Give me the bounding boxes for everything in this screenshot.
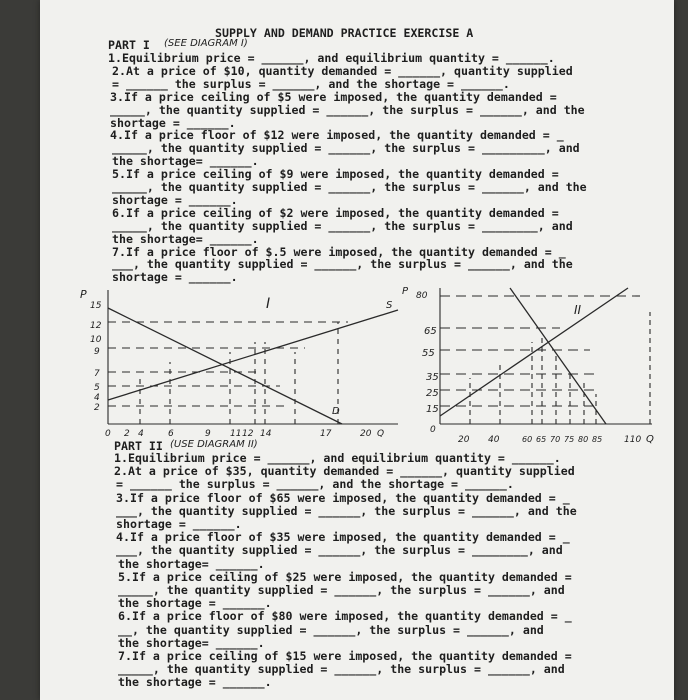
- x-tick: 75: [564, 435, 575, 444]
- x-tick: 14: [260, 429, 272, 439]
- x-tick: 9: [205, 429, 211, 439]
- diagram-1-d-label: D: [332, 406, 340, 417]
- question-line: 7.If a price floor of $.5 were imposed, the quantity demanded = _: [112, 244, 566, 259]
- question-line: 6.If a price ceiling of $2 were imposed, the quantity demanded =: [112, 205, 559, 220]
- question-line: 4.If a price floor of $12 were imposed, the quantity demanded = _: [110, 128, 564, 143]
- question-line: _____, the quantity supplied = ______, the surplus = ______, and the: [112, 180, 587, 194]
- diagram-2-demand-curve: [510, 288, 606, 424]
- diagram-2: [360, 282, 660, 448]
- question-line: = ______ the surplus = ______, and the shortage = ______.: [116, 477, 514, 492]
- diagram-2-label: II: [574, 303, 582, 317]
- question-line: shortage = ______.: [112, 192, 238, 207]
- question-line: shortage = ______.: [112, 270, 238, 285]
- x-tick: 17: [320, 429, 332, 439]
- question-line: 4.If a price floor of $35 were imposed, the quantity demanded = _: [116, 530, 570, 545]
- y-tick: 15: [90, 301, 102, 311]
- question-line: ___, the quantity supplied = ______, the surplus = ______, and the: [116, 503, 577, 518]
- part1-handnote: (SEE DIAGRAM I): [164, 38, 248, 49]
- diagram-1-s-label: S: [386, 300, 393, 311]
- question-line: _____, the quantity supplied = ______, the surplus = ______, and the: [110, 102, 585, 117]
- question-line: ___, the quantity supplied = ______, the surplus = ________, and: [116, 543, 563, 558]
- x-tick: 70: [550, 435, 561, 444]
- x-tick: 2: [124, 429, 130, 439]
- question-line: 5.If a price ceiling of $9 were imposed, the quantity demanded =: [112, 167, 559, 182]
- y-tick: 80: [416, 291, 428, 301]
- question-line: the shortage= ______.: [112, 231, 259, 246]
- x-tick: 20: [458, 435, 470, 445]
- diagram-1-axis-q: Q: [377, 429, 385, 439]
- question-line: 3.If a price floor of $65 were imposed, the quantity demanded = _: [116, 490, 570, 505]
- question-line: the shortage= ______.: [118, 556, 265, 571]
- question-line: _____, the quantity supplied = ______, the surplus = ______, and: [118, 662, 565, 677]
- question-line: 2.At a price of $35, quantity demanded = ______, quantity supplied: [114, 464, 575, 479]
- diagram-1-demand-curve: [108, 308, 342, 424]
- y-tick: 55: [422, 348, 435, 359]
- y-tick: 4: [94, 393, 100, 403]
- question-line: _____, the quantity supplied = ______, the surplus = _________, and: [112, 141, 580, 156]
- y-tick: 10: [90, 335, 102, 345]
- worksheet-paper: [40, 0, 674, 700]
- question-line: 1.Equilibrium price = ______, and equilibrium quantity = ______.: [108, 51, 555, 65]
- question-line: __, the quantity supplied = ______, the surplus = ______, and: [118, 622, 544, 637]
- y-tick: 35: [426, 372, 439, 383]
- y-tick: 12: [90, 321, 102, 331]
- question-line: shortage = ______.: [116, 517, 242, 531]
- question-line: 3.If a price ceiling of $5 were imposed, the quantity demanded =: [110, 89, 557, 104]
- y-tick: 15: [426, 404, 439, 415]
- question-line: the shortage= ______.: [118, 635, 265, 650]
- x-tick: 80: [578, 435, 589, 444]
- question-line: shortage = ______.: [110, 115, 236, 130]
- diagram-2-origin: 0: [430, 425, 436, 435]
- question-line: _____, the quantity supplied = ______, the surplus = ________, and: [112, 218, 573, 233]
- y-tick: 7: [94, 369, 100, 379]
- x-tick: 0: [105, 429, 111, 439]
- question-line: the shortage = ______.: [118, 596, 272, 611]
- question-line: = ______ the surplus = ______, and the shortage = ______.: [112, 76, 510, 91]
- question-line: 7.If a price ceiling of $15 were imposed, the quantity demanded =: [118, 649, 572, 663]
- part1-heading: PART I: [108, 38, 150, 52]
- part2-heading: PART II: [114, 439, 163, 453]
- x-tick: 20: [360, 429, 372, 439]
- diagram-2-axis-q: Q: [646, 434, 654, 445]
- question-line: 2.At a price of $10, quantity demanded = ______, quantity supplied: [112, 63, 573, 78]
- question-line: the shortage = ______.: [118, 675, 272, 690]
- question-line: the shortage= ______.: [112, 154, 259, 169]
- diagram-1-label: I: [266, 296, 271, 312]
- diagram-1: [80, 282, 400, 442]
- x-tick: 12: [242, 429, 254, 439]
- y-tick: 9: [94, 347, 100, 357]
- question-line: 1.Equilibrium price = ______, and equilibrium quantity = ______.: [114, 451, 561, 465]
- question-line: _____, the quantity supplied = ______, the surplus = ______, and: [118, 583, 565, 597]
- x-tick: 6: [168, 429, 174, 439]
- x-tick: 4: [138, 429, 144, 439]
- worksheet-title: SUPPLY AND DEMAND PRACTICE EXERCISE A: [215, 26, 474, 40]
- x-tick: 60: [522, 435, 533, 444]
- diagram-1-axis-p: P: [80, 288, 87, 301]
- y-tick: 5: [94, 383, 100, 393]
- x-tick: 110: [624, 435, 642, 445]
- diagram-2-supply-curve: [440, 288, 628, 416]
- x-tick: 11: [230, 429, 242, 439]
- y-tick: 65: [424, 326, 437, 337]
- question-line: 5.If a price ceiling of $25 were imposed, the quantity demanded =: [118, 569, 572, 584]
- x-tick: 40: [488, 435, 500, 445]
- y-tick: 25: [426, 388, 439, 399]
- diagram-2-axis-p: P: [402, 286, 409, 297]
- x-tick: 85: [592, 435, 603, 444]
- question-line: ___, the quantity supplied = ______, the surplus = ______, and the: [112, 257, 573, 272]
- question-line: 6.If a price floor of $80 were imposed, the quantity demanded = _: [118, 609, 572, 624]
- x-tick: 65: [536, 435, 547, 444]
- y-tick: 2: [94, 403, 100, 413]
- part2-handnote: (USE DIAGRAM II): [170, 439, 258, 450]
